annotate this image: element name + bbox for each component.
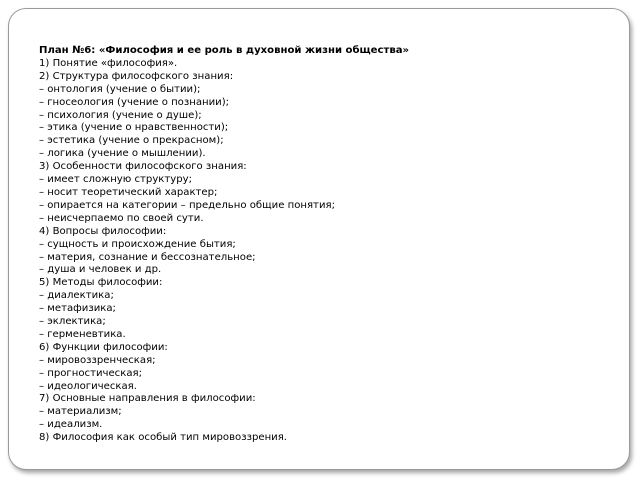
plan-line: 5) Методы философии:	[39, 277, 163, 289]
plan-line: – носит теоретический характер;	[39, 186, 218, 198]
plan-line: – метафизика;	[39, 303, 116, 315]
plan-text	[39, 45, 609, 445]
plan-line: – психология (учение о душе);	[39, 109, 202, 121]
plan-line: – прогностическая;	[39, 367, 142, 379]
plan-line: – мировоззренческая;	[39, 354, 156, 366]
plan-line: – герменевтика.	[39, 328, 126, 340]
plan-line: – идеализм.	[39, 419, 103, 431]
plan-line: 4) Вопросы философии:	[39, 225, 167, 237]
plan-line: 8) Философия как особый тип мировоззрения.	[39, 432, 288, 444]
plan-line: – душа и человек и др.	[39, 264, 162, 276]
plan-line: – сущность и происхождение бытия;	[39, 238, 236, 250]
plan-line: – диалектика;	[39, 290, 114, 302]
plan-line: 7) Основные направления в философии:	[39, 393, 256, 405]
plan-line: 2) Структура философского знания:	[39, 70, 234, 82]
slide-frame	[8, 8, 630, 470]
plan-line: 3) Особенности философского знания:	[39, 161, 247, 173]
plan-line: 1) Понятие «философия».	[39, 57, 178, 69]
plan-line: – эстетика (учение о прекрасном);	[39, 135, 224, 147]
plan-line: – опирается на категории – предельно общие понятия;	[39, 199, 335, 211]
plan-line: – гносеология (учение о познании);	[39, 96, 230, 108]
plan-line: – материализм;	[39, 406, 122, 418]
plan-title: План №6: «Философия и ее роль в духовной жизни общества»	[39, 45, 410, 56]
plan-line: – неисчерпаемо по своей сути.	[39, 212, 204, 224]
plan-line: – онтология (учение о бытии);	[39, 83, 201, 95]
plan-line: – идеологическая.	[39, 380, 137, 392]
plan-line: – этика (учение о нравственности);	[39, 122, 229, 134]
plan-line: – эклектика;	[39, 316, 106, 328]
plan-line: – логика (учение о мышлении).	[39, 148, 206, 160]
plan-line: 6) Функции философии:	[39, 341, 168, 353]
plan-line: – материя, сознание и бессознательное;	[39, 251, 256, 263]
plan-line: – имеет сложную структуру;	[39, 174, 193, 186]
